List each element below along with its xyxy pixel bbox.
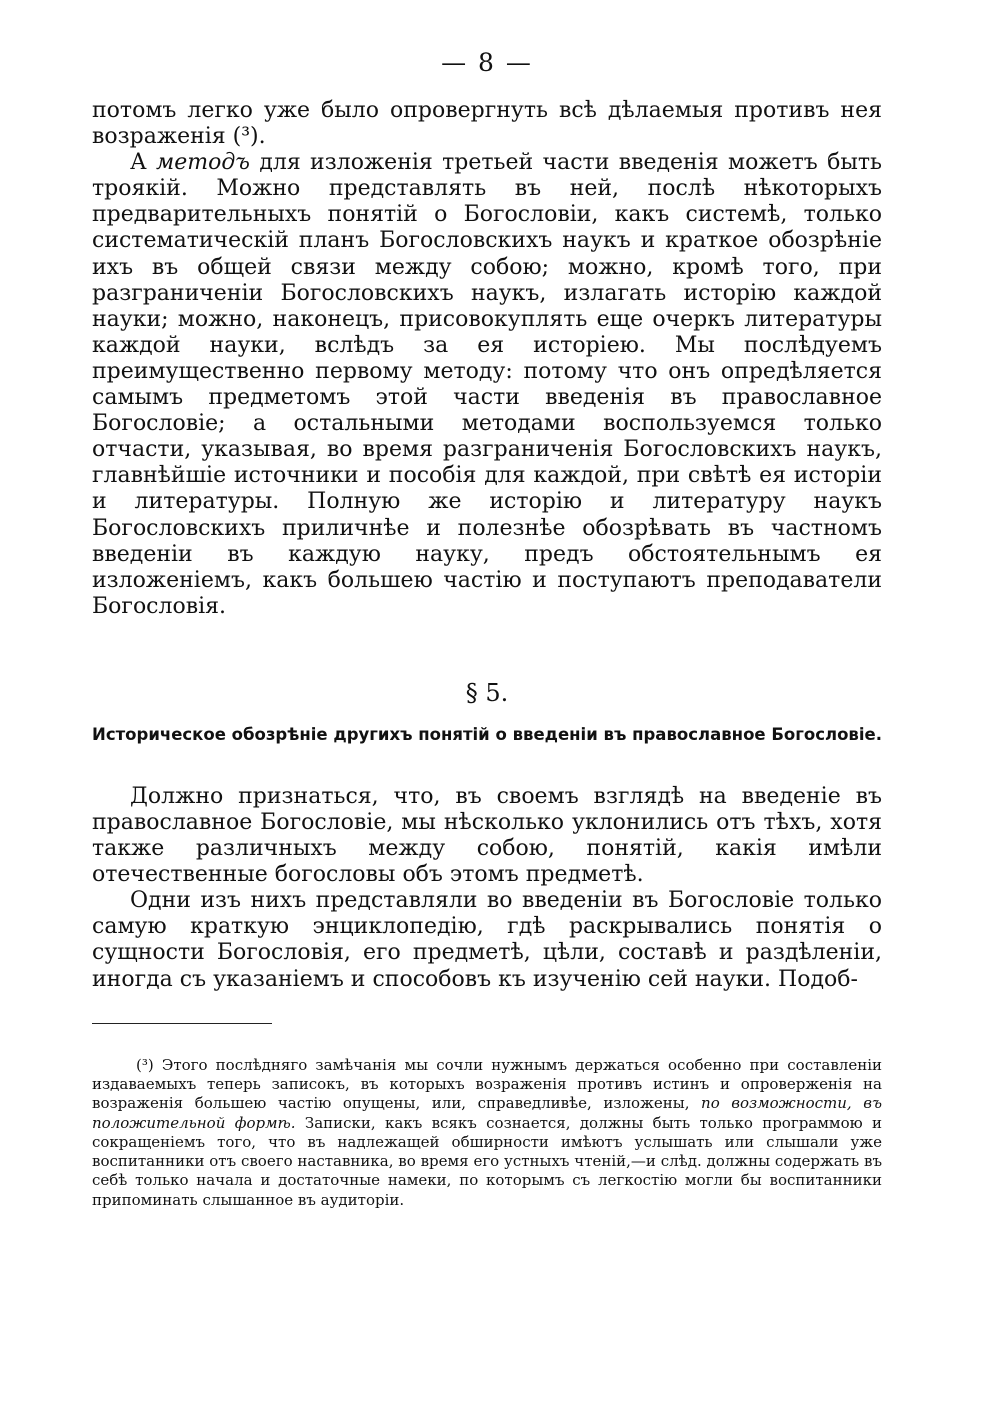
footnote [92,1056,882,1210]
footnote-divider [92,1023,272,1024]
footnote-text-start: Этого послѣдняго замѣчанія мы сочли нужнымъ держаться особенно при составленіи издаваемыхъ теперь записокъ, въ которыхъ возраженія противъ истинъ и опроверженія на возраженія большею частію опущены, или, справедливѣе, изложены, [92,1055,882,1113]
paragraph-text-start: А [130,150,156,176]
paragraph-continued: потомъ легко уже было опровергнуть всѣ дѣлаемыя противъ нея возраженія (³). [92,98,882,150]
section-number: § 5. [465,678,509,707]
paragraph-text-rest: для изложенія третьей части введенія можетъ быть трoякій. Можно представлять въ ней, послѣ нѣкоторыхъ предварительныхъ понятій о Богословіи, какъ системѣ, только систематическій планъ Богословскихъ наукъ и краткое обозрѣніе ихъ въ общей связи между собою; можно, кромѣ того, при разграниченіи Богословскихъ наукъ, излагать исторію каждой науки; можно, наконецъ, присовокуплять еще очеркъ литературы каждой науки, вслѣдъ за ея исторіею. Мы послѣдуемъ преимущественно первому методу: потому что онъ опредѣляется самымъ предметомъ этой части введенія въ православное Богословіе; а остальными методами воспользуемся только отчасти, указывая, во время разграниченія Богословскихъ наукъ, главнѣйшіе источники и пособія для каждой, при свѣтѣ ея исторіи и литературы. Полную же исторію и литературу наукъ Богословскихъ приличнѣе и полезнѣе обозрѣвать въ частномъ введеніи въ каждую науку, предъ обстоятельнымъ ея изложеніемъ, какъ большею частію и поступаютъ преподаватели Богословія. [92,150,882,619]
paragraph-method [92,150,882,620]
paragraph-body: Одни изъ нихъ представляли во введеніи въ Богословіе только самую краткую энциклопедію, гдѣ раскрывались понятія о сущности Богословія, его предметѣ, цѣли, составѣ и раздѣленіи, иногда съ указаніемъ и способовъ къ изученію сей науки. Подоб- [92,888,882,992]
section-title: Историческое обозрѣніе другихъ понятій о введеніи въ православное Богословіе. [92,724,882,744]
footnote-emphasis: по возможности, въ положительной формѣ. [92,1094,882,1132]
document-page [92,48,882,1210]
footnote-marker: (³) [136,1055,154,1074]
paragraph-body: Должно признаться, что, въ своемъ взглядѣ на введеніе въ православное Богословіе, мы нѣсколько уклонились отъ тѣхъ, хотя также различныхъ между собою, понятій, какія имѣли отечественные богословы объ этомъ предметѣ. [92,783,882,888]
page-number: — 8 — [441,48,533,77]
emphasized-word: методъ [156,150,250,176]
footnote-text-rest: Записки, какъ всякъ сознается, должны быть только программою и сокращеніемъ того, что въ надлежащей обширности имѣютъ услышать или слышали уже воспитанники отъ своего наставника, во время его устныхъ чтеній,—и слѣд. должны содержать въ себѣ только начала и достаточные намеки, по которымъ съ легкостію могли бы воспитанники припоминать слышанное въ аудиторіи. [92,1113,882,1209]
